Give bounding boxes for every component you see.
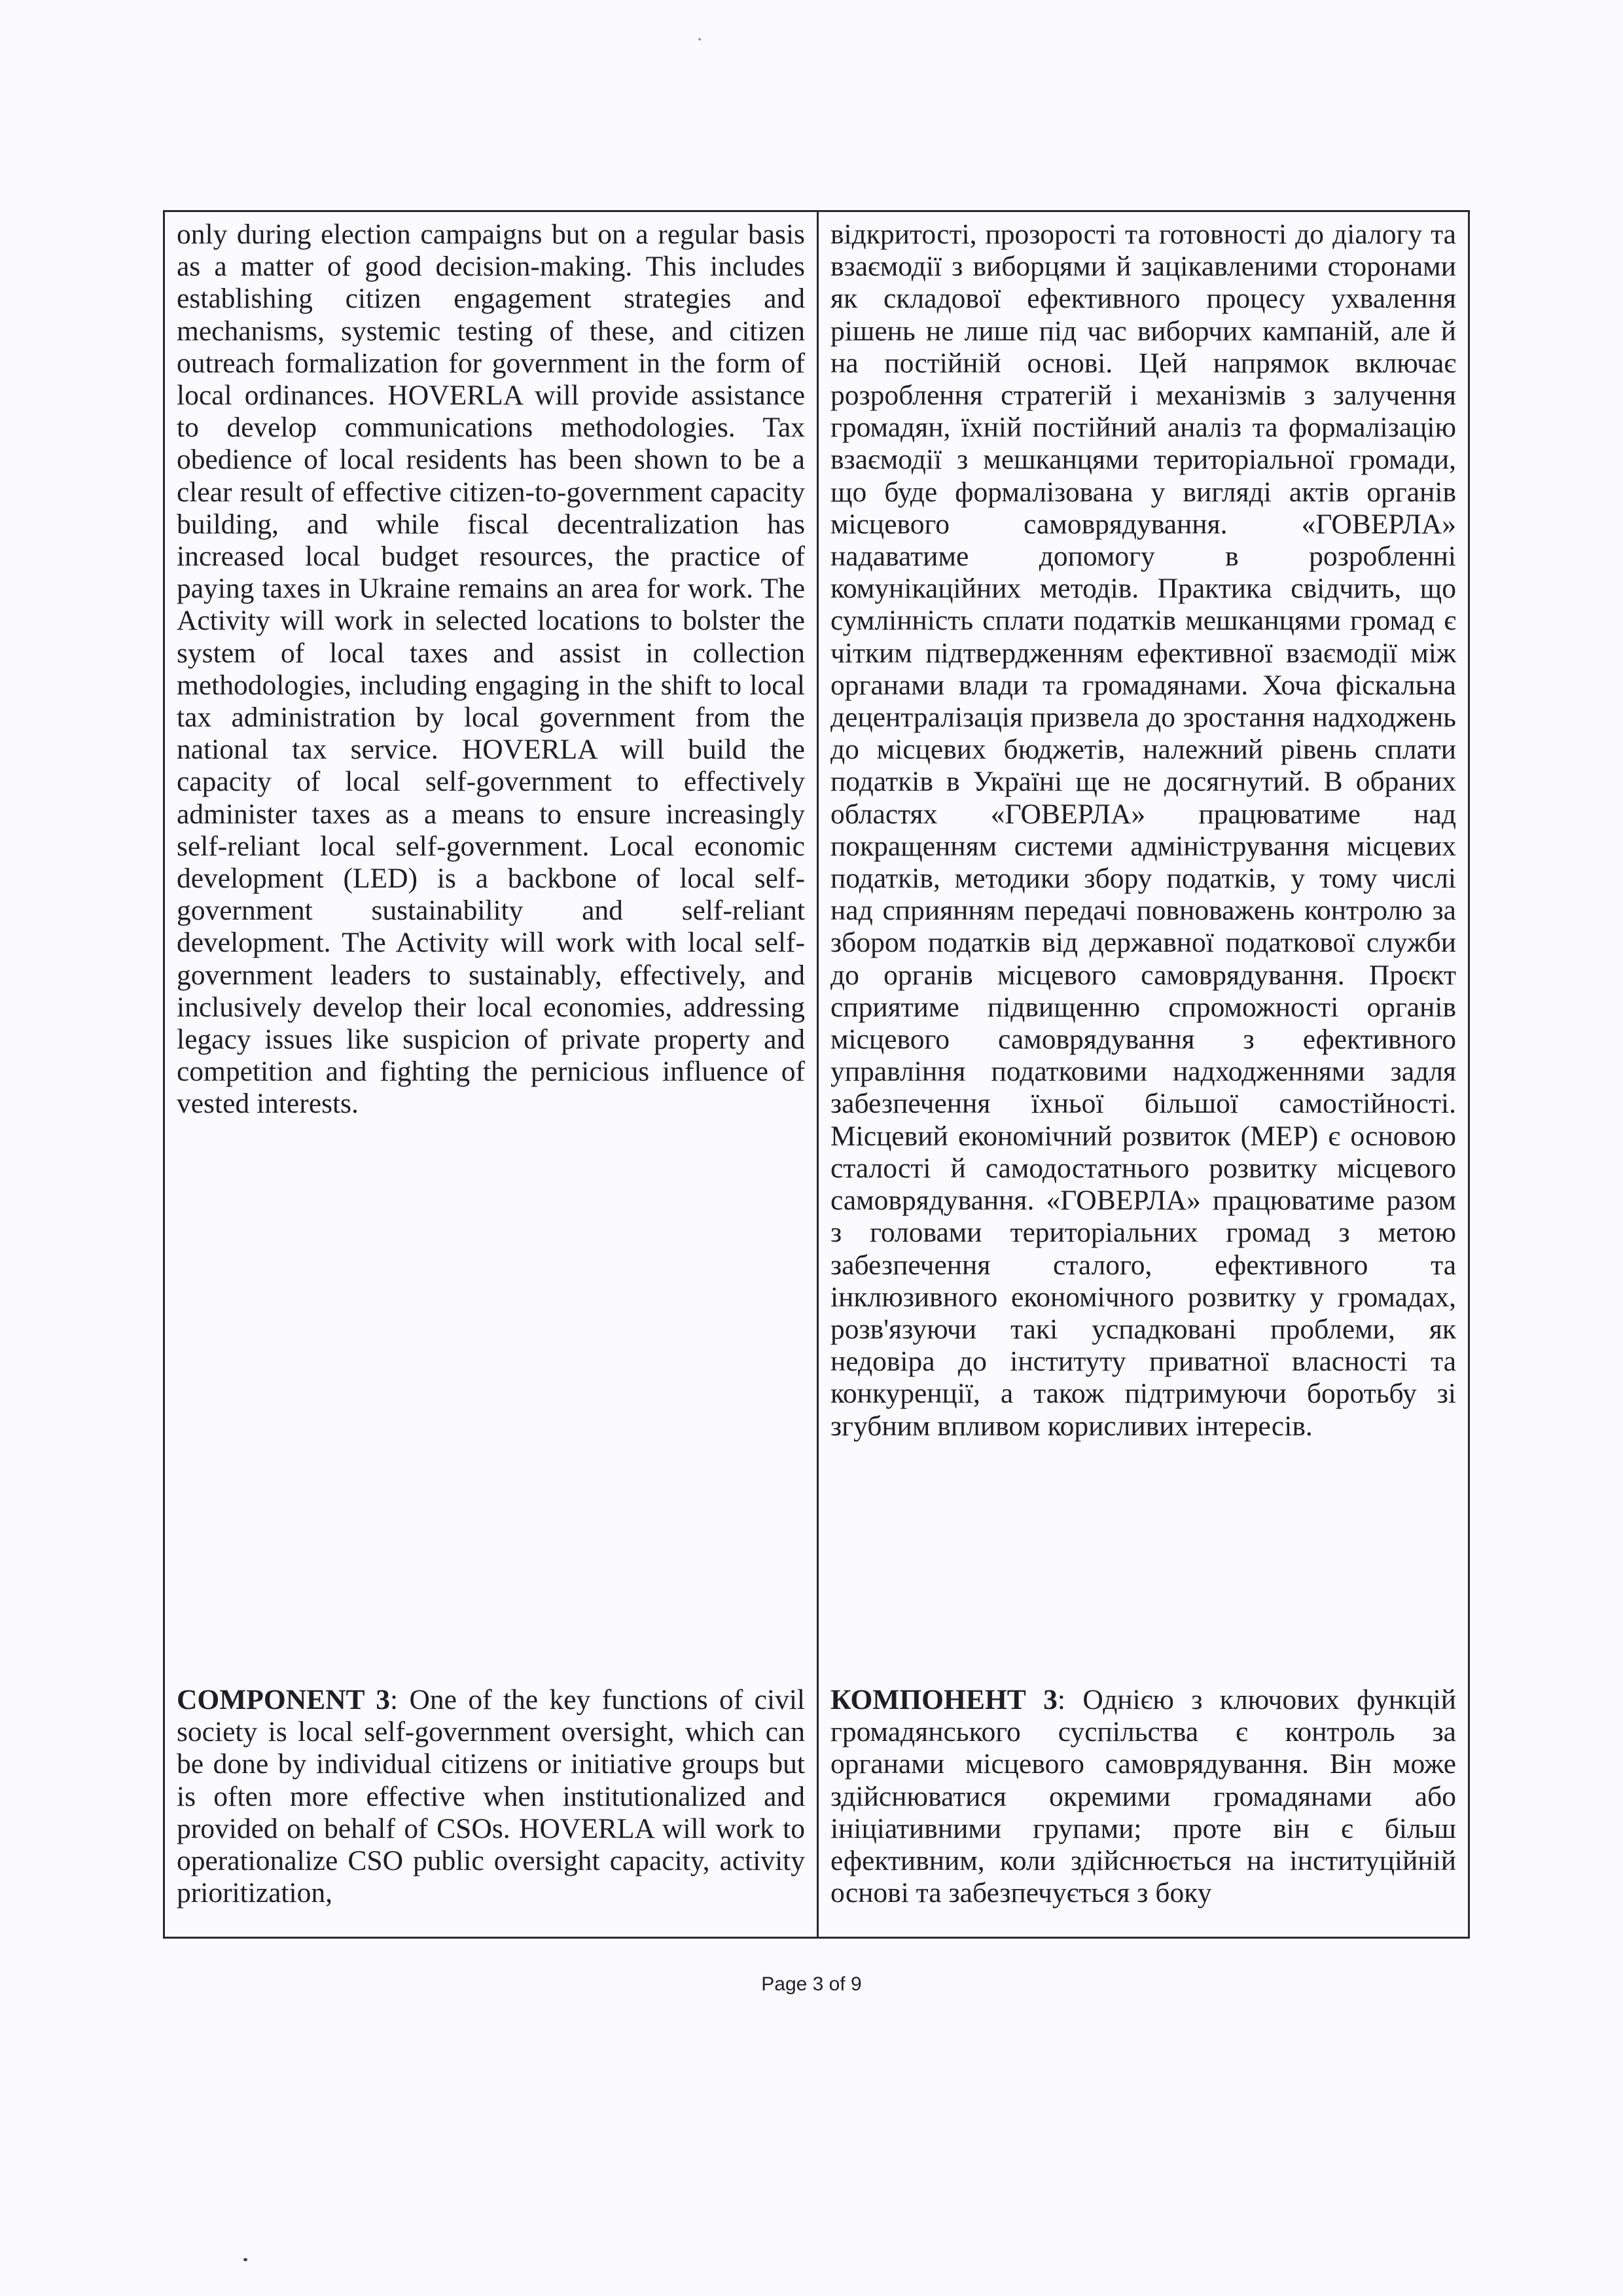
- scan-speck: [243, 2258, 247, 2261]
- component-heading: COMPONENT 3: [177, 1684, 390, 1715]
- ukrainian-column: [819, 212, 1468, 1937]
- component-text: : Однією з ключових функцій громадянського суспільства є контроль за органами місцевого самоврядування. Він може здійснюватися окремими громадянами або ініціативними групами; проте він є більш ефективним, коли здійснюється на інституційній основі та забезпечується з боку: [830, 1684, 1456, 1909]
- component-text: : One of the key functions of civil society is local self-government oversight, which can be done by individual citizens or initiative groups but is often more effective when institutionalized and provided on behalf of CSOs. HOVERLA will work to operationalize CSO public oversight capacity, activity prioritization,: [177, 1684, 805, 1909]
- english-component-3: [177, 1684, 805, 1909]
- english-paragraph: only during election campaigns but on a regular basis as a matter of good decision-making. This includes establishing citizen engagement strategies and mechanisms, systemic testing of these, and citizen outreach formalization for government in the form of local ordinances. HOVERLA will provide assistance to develop communications methodologies. Tax obedience of local residents has been shown to be a clear result of effective citizen-to-government capacity building, and while fiscal decentralization has increased local budget resources, the practice of paying taxes in Ukraine remains an area for work. The Activity will work in selected locations to bolster the system of local taxes and assist in collection methodologies, including engaging in the shift to local tax administration by local government from the national tax service. HOVERLA will build the capacity of local self-government to effectively administer taxes as a means to ensure increasingly self-reliant local self-government. Local economic development (LED) is a backbone of local self-government sustainability and self-reliant development. The Activity will work with local self-government leaders to sustainably, effectively, and inclusively develop their local economies, addressing legacy issues like suspicion of private property and competition and fighting the pernicious influence of vested interests.: [177, 219, 805, 1120]
- ukrainian-paragraph: відкритості, прозорості та готовності до діалогу та взаємодії з виборцями й зацікавленими сторонами як складової ефективного процесу ухвалення рішень не лише під час виборчих кампаній, але й на постійній основі. Цей напрямок включає розроблення стратегій і механізмів з залучення громадян, їхній постійний аналіз та формалізацію взаємодії з мешканцями територіальної громади, що буде формалізована у вигляді актів органів місцевого самоврядування. «ГОВЕРЛА» надаватиме допомогу в розробленні комунікаційних методів. Практика свідчить, що сумлінність сплати податків мешканцями громад є чітким підтвердженням ефективної взаємодії між органами влади та громадянами. Хоча фіскальна децентралізація призвела до зростання надходжень до місцевих бюджетів, належний рівень сплати податків в Україні ще не досягнутий. В обраних областях «ГОВЕРЛА» працюватиме над покращенням системи адміністрування місцевих податків, методики збору податків, у тому числі над сприянням передачі повноважень контролю за збором податків від державної податкової служби до органів місцевого самоврядування. Проєкт сприятиме підвищенню спроможності органів місцевого самоврядування з ефективного управління податковими надходженнями задля забезпечення їхньої більшої самостійності. Місцевий економічний розвиток (МЕР) є основою сталості й самодостатнього розвитку місцевого самоврядування. «ГОВЕРЛА» працюватиме разом з головами територіальних громад з метою забезпечення сталого, ефективного та інклюзивного економічного розвитку у громадах, розв'язуючи такі успадковані проблеми, як недовіра до інституту приватної власності та конкуренції, а також підтримуючи боротьбу зі згубним впливом корисливих інтересів.: [830, 219, 1456, 1442]
- ukrainian-component-3: [830, 1684, 1456, 1909]
- page-number: Page 3 of 9: [761, 1973, 862, 1995]
- english-column: [165, 212, 819, 1937]
- scan-speck: [698, 38, 701, 41]
- component-heading: КОМПОНЕНТ 3: [830, 1684, 1058, 1715]
- bilingual-table: [163, 210, 1470, 1939]
